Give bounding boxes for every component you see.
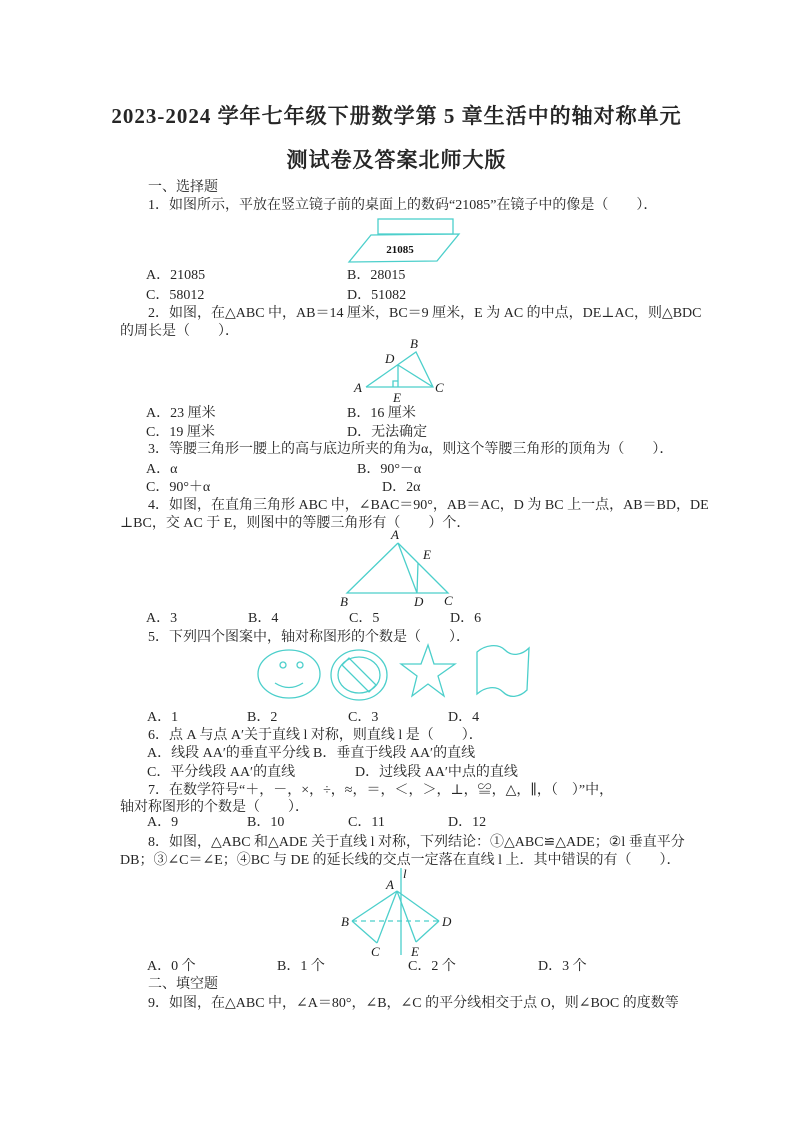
vertex-a-label: A [391,527,399,542]
vertex-a-label: A [354,380,362,395]
segment-ae [397,891,416,942]
vertex-c-label: C [435,380,444,395]
figure-right-triangle [335,525,460,613]
question-3-option-d: D．2α [382,480,421,495]
question-4-option-c: C．5 [349,611,380,626]
question-3-option-a: A．α [146,462,178,477]
question-3-option-b: B．90°－α [357,462,422,477]
question-3-option-c: C．90°＋α [146,480,211,495]
vertex-e-label: E [423,547,431,562]
question-3-stem: 3．等腰三角形一腰上的高与底边所夹的角为α，则这个等腰三角形的顶角为（ ）． [148,442,674,457]
question-4-option-d: D．6 [450,611,482,626]
question-6-option-b: B．垂直于线段 AA′的直线 [313,746,476,761]
section-heading-choice: 一、选择题 [148,180,218,195]
page-title-line2: 测试卷及答案北师大版 [286,148,507,172]
question-8-stem-line2: DB；③∠C＝∠E；④BC 与 DE 的延长线的交点一定落在直线 l 上．其中错误的有（ ）． [120,853,681,868]
question-6-option-d: D．过线段 AA′中点的直线 [355,765,518,780]
vertex-b-label: B [410,336,418,351]
vertex-b-label: B [340,594,348,609]
page-title-line1: 2023-2024 学年七年级下册数学第 5 章生活中的轴对称单元 [111,104,682,128]
question-1-option-d: D．51082 [347,288,407,303]
vertex-a-label: A [386,877,394,892]
question-4-option-b: B．4 [248,611,279,626]
segment-ad [397,891,439,921]
question-1-option-a: A．21085 [146,268,206,283]
vertex-d-label: D [414,594,424,609]
segment-ac [377,891,397,943]
no-entry-bar [342,658,376,692]
question-9-stem: 9．如图，在△ABC 中，∠A＝80°，∠B，∠C 的平分线相交于点 O，则∠BOC 的度数等 [148,996,679,1011]
smiley-mouth [275,683,303,688]
question-6-option-a: A．线段 AA′的垂直平分线 [147,746,310,761]
right-angle-mark [393,381,398,387]
smiley-left-eye [280,662,286,668]
question-6-stem: 6．点 A 与点 A′关于直线 l 对称，则直线 l 是（ ）． [148,728,483,743]
figure-triangle-bdc [343,334,453,409]
question-2-option-d: D．无法确定 [347,425,428,440]
question-2-stem-line1: 2．如图，在△ABC 中，AB＝14 厘米，BC＝9 厘米，E 为 AC 的中点，DE⊥AC，则△BDC [148,306,702,321]
question-5-option-d: D．4 [448,710,480,725]
question-5-stem: 5．下列四个图案中，轴对称图形的个数是（ ）． [148,630,470,645]
segment-bc [352,921,377,943]
question-5-option-a: A．1 [147,710,179,725]
triangle-outline [347,543,448,593]
question-2-stem-line2: 的周长是（ ）． [120,324,239,339]
figure-mirror-desk [340,214,470,269]
question-7-option-c: C．11 [348,815,385,830]
line-l-label: l [403,866,407,881]
question-4-stem-line2: ⊥BC，交 AC 于 E，则图中的等腰三角形有（ ）个． [120,516,471,531]
star-icon [401,645,455,696]
vertex-c-label: C [371,944,380,959]
question-7-option-b: B．10 [247,815,285,830]
figure-symmetric-triangles [340,865,468,960]
question-8-option-d: D．3 个 [538,959,587,974]
mirror-digits-label: 21085 [386,244,414,256]
segment-de [416,921,439,942]
vertex-d-label: D [442,914,452,929]
segment-ab [352,891,397,921]
figure-four-patterns [250,640,550,705]
question-7-option-a: A．9 [147,815,179,830]
flag-icon [477,646,529,697]
question-7-option-d: D．12 [448,815,487,830]
question-1-option-c: C．58012 [146,288,205,303]
smiley-face-icon [258,650,320,698]
smiley-right-eye [297,662,303,668]
question-8-stem-line1: 8．如图，△ABC 和△ADE 关于直线 l 对称，下列结论：①△ABC≌△ADE；②l 垂直平分 [148,835,685,850]
question-4-stem-line1: 4．如图，在直角三角形 ABC 中，∠BAC＝90°，AB＝AC，D 为 BC 上一点，AB＝BD，DE [148,498,709,513]
question-1-stem: 1．如图所示，平放在竖立镜子前的桌面上的数码“21085”在镜子中的像是（ ）． [148,198,658,213]
segment-de [417,563,418,593]
vertex-b-label: B [341,914,349,929]
vertex-d-label: D [385,351,395,366]
triangle-outline [366,352,433,387]
question-6-option-c: C．平分线段 AA′的直线 [147,765,296,780]
question-7-stem-line1: 7．在数学符号“＋，－，×，÷，≈，＝，＜，＞，⊥，≌，△，∥，（ ）”中， [148,783,614,798]
vertex-e-label: E [411,944,419,959]
question-1-option-b: B．28015 [347,268,406,283]
question-4-option-a: A．3 [146,611,178,626]
vertex-e-label: E [393,390,401,405]
mirror-shape [378,219,453,234]
segment-ad [398,543,417,593]
question-8-option-c: C．2 个 [408,959,456,974]
question-5-option-c: C．3 [348,710,379,725]
question-8-option-a: A．0 个 [147,959,196,974]
section-heading-fill-blank: 二、填空题 [148,977,218,992]
vertex-c-label: C [444,593,453,608]
question-2-option-a: A．23 厘米 [146,406,216,421]
question-8-option-b: B．1 个 [277,959,325,974]
question-7-stem-line2: 轴对称图形的个数是（ ）． [120,800,309,815]
question-5-option-b: B．2 [247,710,278,725]
question-2-option-c: C．19 厘米 [146,425,215,440]
question-2-option-b: B．16 厘米 [347,406,416,421]
